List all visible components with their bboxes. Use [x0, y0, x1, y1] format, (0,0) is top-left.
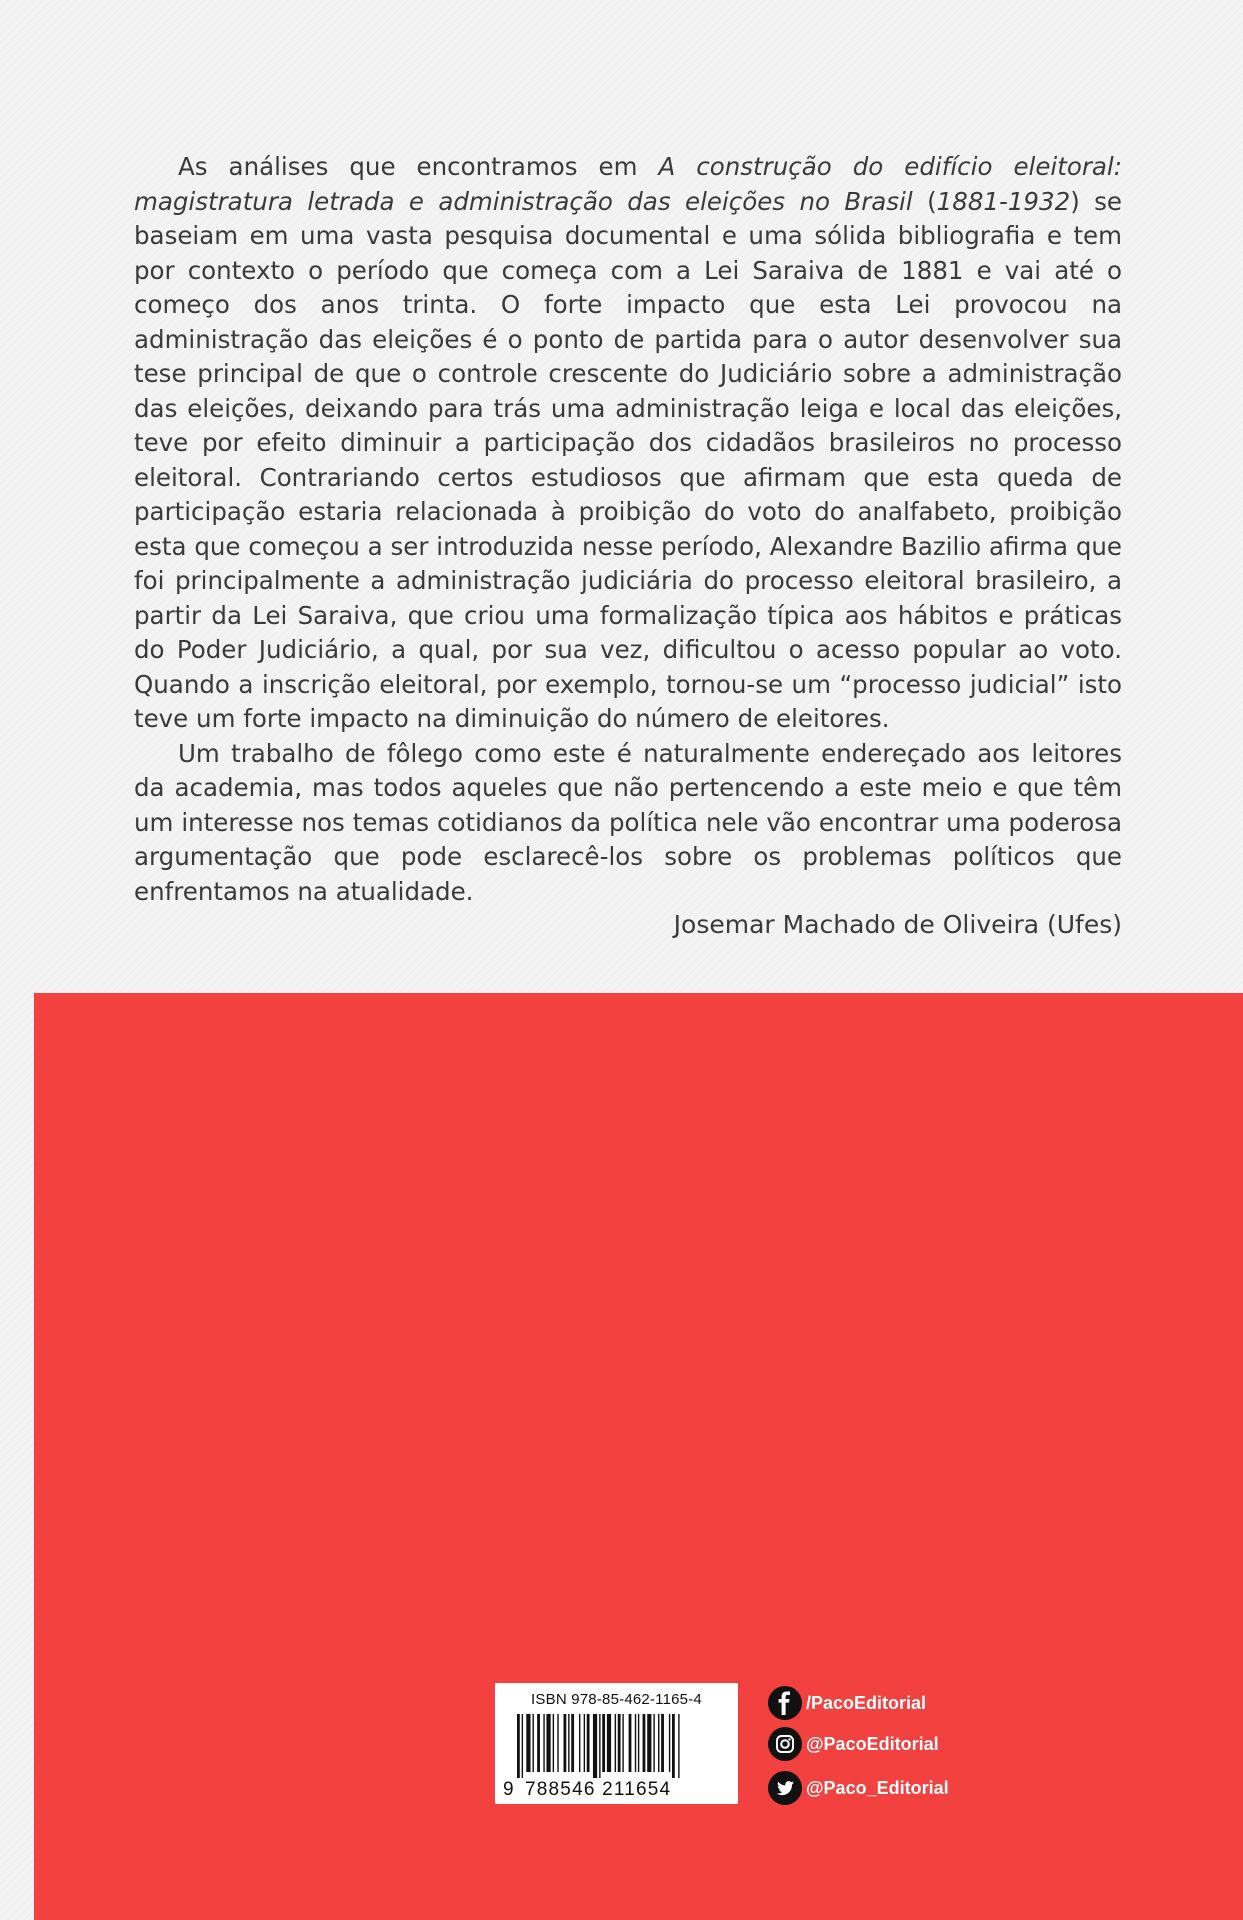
twitter-icon [768, 1771, 802, 1805]
book-title: A construção do edifício eleitoral: magistratura letrada e administração das eleições no Brasil [134, 152, 1122, 216]
blurb-paragraph-1 [134, 150, 1122, 737]
social-instagram[interactable] [768, 1727, 939, 1761]
paren-open: ( [912, 186, 937, 216]
barcode-first-digit: 9 [503, 1779, 515, 1800]
blurb-intro: As análises que encontramos em [178, 152, 659, 181]
blurb-paragraph-2: Um trabalho de fôlego como este é naturalmente endereçado aos leitores da academia, mas todos aqueles que não pertencendo a este meio e que têm um interesse nos temas cotidianos da política nele vão encontrar uma poderosa argumentação que pode esclarecê-los sobre os problemas políticos que enfrentamos na atualidade. [134, 738, 1122, 906]
book-years: 1881-1932 [936, 186, 1071, 216]
barcode-digit-groups: 788546 211654 [525, 1779, 672, 1800]
blurb-body: ) se baseiam em uma vasta pesquisa documental e uma sólida bibliografia e tem por contexto o período que começa com a Lei Saraiva de 1881 e vai até o começo dos anos trinta. O forte impacto que esta Lei provocou na administração das eleições é o ponto de partida para o autor desenvolver sua tese principal de que o controle crescente do Judiciário sobre a administração das eleições, deixando para trás uma administração leiga e local das eleições, teve por efeito diminuir a participação dos cidadãos brasileiros no processo eleitoral. Contrariando certos estudiosos que afirmam que esta queda de participação estaria relacionada à proibição do voto do analfabeto, proibição esta que começou a ser introduzida nesse período, Alexandre Bazilio afirma que foi principalmente a administração judiciária do processo eleitoral brasileiro, a partir da Lei Saraiva, que criou uma formalização típica aos hábitos e práticas do Poder Judiciário, a qual, por sua vez, dificultou o acesso popular ao voto. Quando a inscrição eleitoral, por exemplo, tornou-se um “processo judicial” isto teve um forte impacto na diminuição do número de eleitores. [134, 186, 1122, 733]
review-signature: Josemar Machado de Oliveira (Ufes) [673, 910, 1122, 939]
barcode [503, 1714, 731, 1778]
facebook-icon [768, 1686, 802, 1720]
isbn-label: ISBN 978-85-462-1165-4 [531, 1691, 702, 1708]
isbn-barcode-box [495, 1683, 738, 1804]
social-facebook[interactable] [768, 1686, 926, 1720]
instagram-handle: @PacoEditorial [806, 1733, 939, 1754]
social-twitter[interactable] [768, 1771, 949, 1805]
instagram-icon [768, 1727, 802, 1761]
twitter-handle: @Paco_Editorial [806, 1777, 949, 1798]
facebook-handle: /PacoEditorial [806, 1692, 927, 1713]
back-cover-blurb [134, 150, 1122, 909]
